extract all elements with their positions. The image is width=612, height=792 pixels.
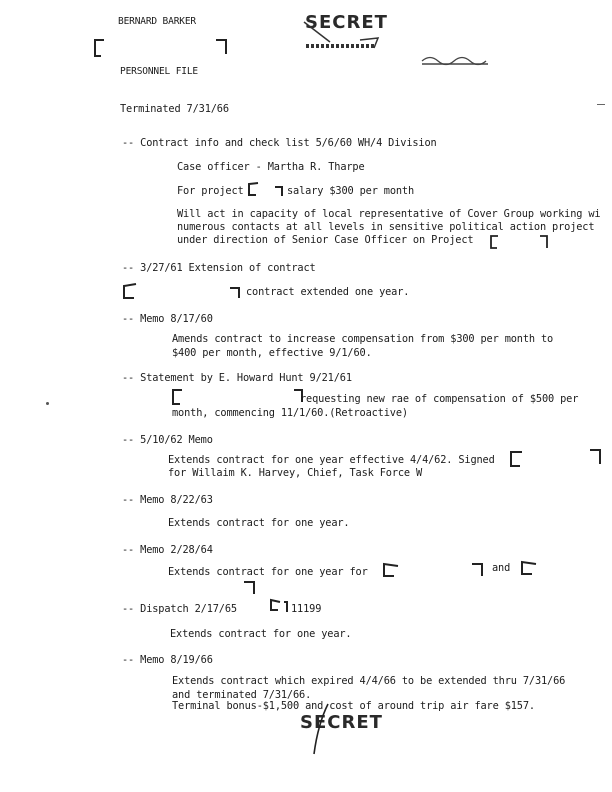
entry-4-line: requesting new rae of compensation of $500 per bbox=[300, 393, 579, 405]
entry-4-line: month, commencing 11/1/60.(Retroactive) bbox=[172, 407, 408, 419]
entry-2-line: contract extended one year. bbox=[246, 286, 410, 298]
entry-8-line: Extends contract for one year. bbox=[170, 628, 352, 640]
entry-7-heading: -- Memo 2/28/64 bbox=[122, 544, 213, 556]
redaction-bracket-right-icon bbox=[538, 234, 550, 250]
file-type: PERSONNEL FILE bbox=[120, 66, 198, 77]
redaction-bracket-left-icon bbox=[488, 234, 500, 250]
entry-6-heading: -- Memo 8/22/63 bbox=[122, 494, 213, 506]
entry-1-line: For project bbox=[177, 185, 244, 197]
entry-5-line: Extends contract for one year effective 4/4/62. Signed bbox=[168, 454, 495, 466]
entry-3-line: Amends contract to increase compensation from $300 per month to bbox=[172, 333, 554, 345]
entry-2-heading: -- 3/27/61 Extension of contract bbox=[122, 262, 316, 274]
termination-date: Terminated 7/31/66 bbox=[120, 103, 229, 115]
entry-3-heading: -- Memo 8/17/60 bbox=[122, 313, 213, 325]
redaction-bracket-right-icon bbox=[283, 600, 289, 614]
redaction-mark-top-right bbox=[420, 52, 490, 70]
redaction-bracket-right-icon bbox=[470, 562, 486, 578]
stamp-slash-bottom bbox=[300, 700, 340, 758]
entry-5-heading: -- 5/10/62 Memo bbox=[122, 434, 213, 446]
entry-5-line: for Willaim K. Harvey, Chief, Task Force W bbox=[168, 467, 423, 479]
redaction-bracket-left-icon bbox=[246, 181, 260, 197]
entry-7-line: and bbox=[492, 562, 511, 574]
entry-9-line: Extends contract which expired 4/4/66 to be extended thru 7/31/66 bbox=[172, 675, 566, 687]
entry-1-line: salary $300 per month bbox=[287, 185, 415, 197]
margin-tick bbox=[597, 104, 605, 105]
redaction-bracket-left-icon bbox=[120, 282, 138, 300]
entry-1-line: under direction of Senior Case Officer on Project bbox=[177, 234, 474, 246]
entry-8-heading: -- Dispatch 2/17/65 bbox=[122, 603, 237, 615]
redaction-bracket-left-icon bbox=[92, 38, 106, 58]
entry-9-line: and terminated 7/31/66. bbox=[172, 689, 312, 701]
entry-4-heading: -- Statement by E. Howard Hunt 9/21/61 bbox=[122, 372, 352, 384]
margin-speck bbox=[46, 402, 49, 405]
subject-name: BERNARD BARKER bbox=[118, 16, 196, 27]
stamp-strikeout-top bbox=[300, 12, 382, 52]
redaction-bracket-right-icon bbox=[228, 286, 242, 300]
entry-3-line: $400 per month, effective 9/1/60. bbox=[172, 347, 372, 359]
redaction-bracket-left-icon bbox=[380, 562, 400, 578]
classification-stamp-top: SECRET bbox=[305, 12, 388, 33]
redaction-bracket-right-icon bbox=[588, 448, 604, 466]
entry-1-line: numerous contacts at all levels in sensitive political action project bbox=[177, 221, 595, 233]
entry-1-heading: -- Contract info and check list 5/6/60 WH/4 Division bbox=[122, 137, 437, 149]
entry-9-line: Terminal bonus-$1,500 and cost of around trip air fare $157. bbox=[172, 700, 535, 712]
redaction-bracket-right-icon bbox=[273, 185, 285, 197]
entry-1-line: Case officer - Martha R. Tharpe bbox=[177, 161, 365, 173]
redaction-bracket-left-icon bbox=[518, 560, 538, 576]
entry-7-line: Extends contract for one year for bbox=[168, 566, 368, 578]
redaction-bracket-right-icon bbox=[214, 38, 230, 56]
entry-6-line: Extends contract for one year. bbox=[168, 517, 350, 529]
entry-8-line: 11199 bbox=[291, 603, 322, 615]
entry-9-heading: -- Memo 8/19/66 bbox=[122, 654, 213, 666]
redaction-bracket-left-icon bbox=[268, 598, 282, 614]
classification-stamp-bottom: SECRET bbox=[300, 712, 383, 733]
redaction-bracket-left-icon bbox=[170, 388, 184, 406]
entry-1-line: Will act in capacity of local representative of Cover Group working wi bbox=[177, 208, 601, 220]
redaction-bracket-left-icon bbox=[508, 450, 524, 468]
redaction-bracket-right-icon bbox=[242, 580, 258, 596]
